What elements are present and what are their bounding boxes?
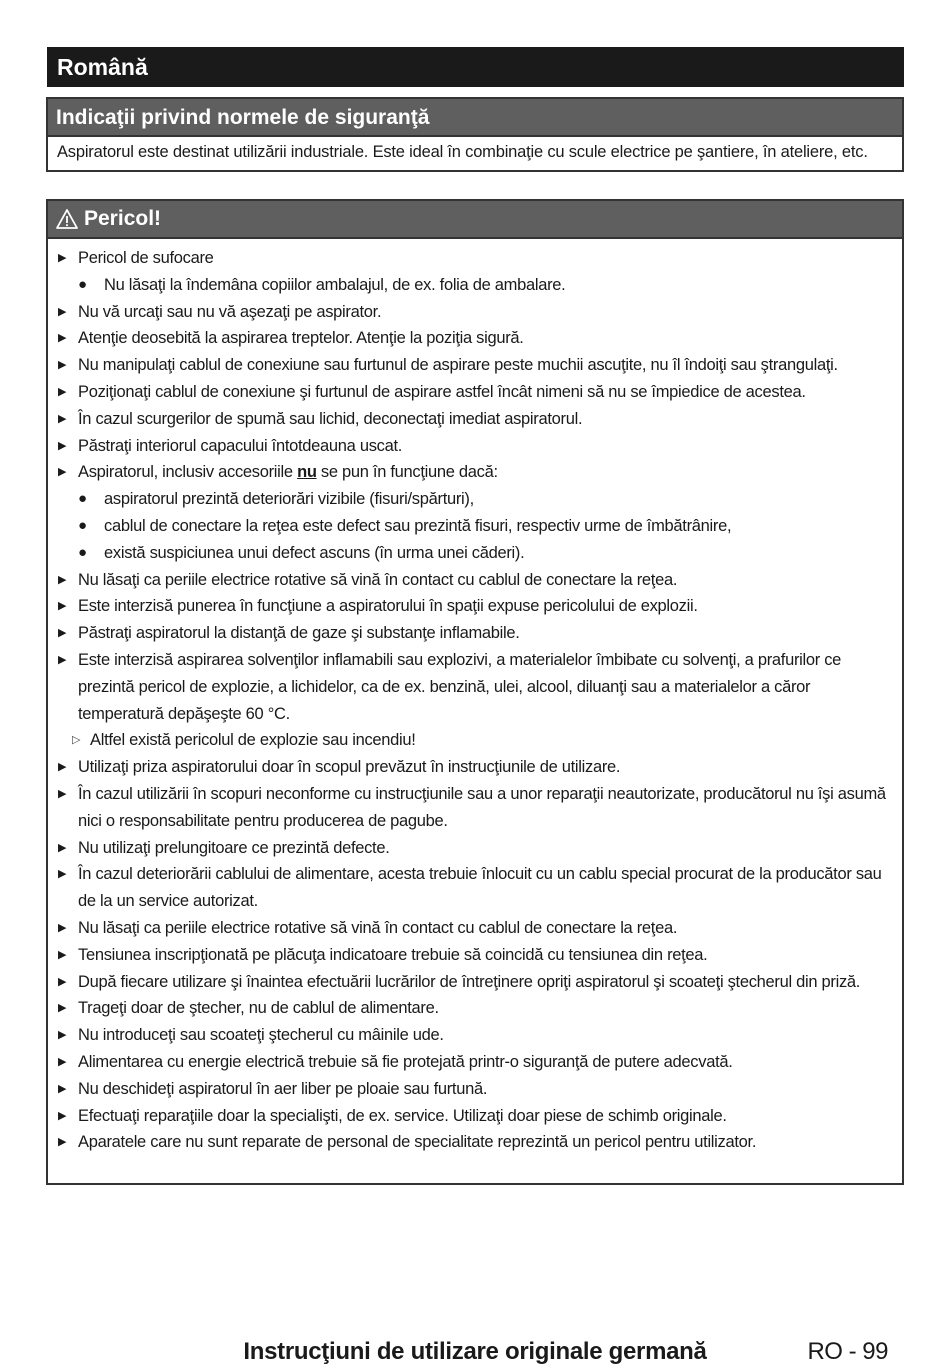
item-text: Tensiunea inscripţionată pe plăcuţa indicatoare trebuie să coincidă cu tensiunea din reţea. (78, 945, 708, 964)
list-item (48, 647, 902, 727)
list-item (48, 942, 902, 969)
safety-notes-title: Indicaţii privind normele de siguranţă (48, 99, 902, 137)
item-text: În cazul utilizării în scopuri neconforme cu instrucţiunile sau a unor reparaţii neautorizate, producătorul nu îşi asumă nici o responsabilitate pentru producerea de pagube. (78, 784, 886, 830)
arrow-bullet-icon: ▶ (58, 627, 67, 640)
arrow-bullet-icon: ▶ (58, 921, 67, 934)
item-text-start: Aspiratorul, inclusiv accesoriile (78, 463, 298, 482)
danger-list (48, 239, 902, 1156)
list-item (48, 433, 902, 460)
item-text: Poziţionaţi cablul de conexiune şi furtunul de aspirare astfel încât nimeni să nu se împiedice de acestea. (78, 382, 806, 401)
item-text: Pericol de sufocare (78, 249, 214, 267)
item-text: Nu introduceţi sau scoateţi ştecherul cu mâinile ude. (78, 1026, 444, 1045)
arrow-bullet-icon: ▶ (58, 1082, 67, 1095)
list-item (48, 379, 902, 406)
arrow-bullet-icon: ▶ (58, 252, 67, 264)
list-item (48, 1076, 902, 1103)
danger-header (48, 201, 902, 239)
sub-list-item (48, 486, 902, 513)
bullet-dot-icon: ● (78, 490, 87, 508)
list-item (48, 1103, 902, 1130)
item-text: Este interzisă aspirarea solvenţilor inflamabili sau explozivi, a materialelor îmbibate cu solvenţi, a prafurilor ce prezintă pericol de explozie, a lichidelor, ca de ex. benzină, ulei, alcool, diluanţi sau a materialelor a căror temperatură depăşeşte 60 °C. (78, 650, 842, 723)
list-item (48, 754, 902, 781)
item-text: Nu manipulaţi cablul de conexiune sau furtunul de aspirare peste muchii ascuţite, nu îl îndoiţi sau ştrangulaţi. (78, 356, 838, 375)
item-text: Nu lăsaţi ca periile electrice rotative să vină în contact cu cablul de conectare la reţea. (78, 918, 678, 937)
arrow-bullet-icon: ▶ (58, 761, 67, 774)
item-text: există suspiciunea unui defect ascuns (în urma unei căderi). (104, 543, 525, 562)
sub-list-item (48, 540, 902, 567)
list-item (48, 245, 902, 272)
arrow-bullet-icon: ▶ (58, 412, 67, 425)
arrow-bullet-icon: ▶ (58, 359, 67, 372)
sub-list-item (48, 272, 902, 299)
page-number: RO - 99 (807, 1338, 888, 1365)
arrow-bullet-icon: ▶ (58, 948, 67, 961)
arrow-bullet-icon: ▶ (58, 841, 67, 854)
item-text: Nu utilizaţi prelungitoare ce prezintă defecte. (78, 838, 390, 857)
consequence-item (48, 727, 902, 754)
arrow-bullet-icon: ▶ (58, 1029, 67, 1042)
list-item (48, 406, 902, 433)
item-text: Nu lăsaţi la îndemâna copiilor ambalajul, de ex. folia de ambalare. (104, 275, 566, 294)
arrow-bullet-icon: ▶ (58, 385, 67, 398)
list-item (48, 1022, 902, 1049)
safety-notes-box (46, 97, 904, 172)
bullet-dot-icon: ● (78, 516, 87, 534)
hollow-arrow-icon: ▷ (72, 734, 81, 747)
bullet-dot-icon: ● (78, 543, 87, 561)
item-text: După fiecare utilizare şi înaintea efectuării lucrărilor de întreţinere opriţi aspiratorul şi scoateţi ştecherul din priză. (78, 972, 861, 991)
danger-title: Pericol! (84, 207, 162, 230)
arrow-bullet-icon: ▶ (58, 1055, 67, 1068)
arrow-bullet-icon: ▶ (58, 1109, 67, 1122)
list-item (48, 1129, 902, 1156)
item-text-end: se pun în funcţiune dacă: (316, 463, 498, 482)
sub-list-item (48, 513, 902, 540)
arrow-bullet-icon: ▶ (58, 305, 67, 318)
arrow-bullet-icon: ▶ (58, 868, 67, 881)
warning-triangle-icon (56, 208, 78, 230)
item-text: Trageţi doar de ştecher, nu de cablul de alimentare. (78, 999, 439, 1018)
item-text: În cazul deteriorării cablului de alimentare, acesta trebuie înlocuit cu un cablu special procurat de la producător sau de la un service autorizat. (78, 865, 882, 911)
item-text: Nu lăsaţi ca periile electrice rotative să vină în contact cu cablul de conectare la reţea. (78, 570, 678, 589)
list-item (48, 620, 902, 647)
arrow-bullet-icon: ▶ (58, 466, 67, 479)
item-text: Aparatele care nu sunt reparate de personal de specialitate reprezintă un pericol pentru utilizator. (78, 1133, 757, 1152)
item-text (78, 459, 902, 486)
item-text: Nu vă urcaţi sau nu vă aşezaţi pe aspirator. (78, 302, 382, 321)
item-text: Păstraţi aspiratorul la distanţă de gaze şi substanţe inflamabile. (78, 624, 520, 643)
arrow-bullet-icon: ▶ (58, 332, 67, 345)
item-text: cablul de conectare la reţea este defect sau prezintă fisuri, respectiv urme de îmbătrânire, (104, 516, 732, 535)
list-item (48, 325, 902, 352)
list-item (48, 567, 902, 594)
arrow-bullet-icon: ▶ (58, 439, 67, 452)
arrow-bullet-icon: ▶ (58, 573, 67, 586)
danger-box (46, 199, 904, 1185)
intended-use-text: Aspiratorul este destinat utilizării industriale. Este ideal în combinaţie cu scule electrice pe şantiere, în ateliere, etc. (57, 143, 868, 161)
item-text: Nu deschideţi aspiratorul în aer liber pe ploaie sau furtună. (78, 1079, 488, 1098)
item-text: aspiratorul prezintă deteriorări vizibile (fisuri/spărturi), (104, 490, 474, 509)
arrow-bullet-icon: ▶ (58, 600, 67, 613)
list-item (48, 593, 902, 620)
list-item (48, 995, 902, 1022)
item-text: Păstraţi interiorul capacului întotdeauna uscat. (78, 436, 403, 455)
list-item (48, 299, 902, 326)
emphasis-word: nu (297, 463, 317, 482)
arrow-bullet-icon: ▶ (58, 653, 67, 666)
item-text: Efectuaţi reparaţiile doar la specialişti, de ex. service. Utilizaţi doar piese de schimb originale. (78, 1106, 727, 1125)
list-item (48, 835, 902, 862)
arrow-bullet-icon: ▶ (58, 787, 67, 800)
list-item (48, 915, 902, 942)
bullet-dot-icon: ● (78, 275, 87, 293)
item-text: Utilizaţi priza aspiratorului doar în scopul prevăzut în instrucţiunile de utilizare. (78, 758, 621, 777)
arrow-bullet-icon: ▶ (58, 975, 67, 988)
item-text: Altfel există pericolul de explozie sau incendiu! (90, 731, 416, 750)
footer-title: Instrucţiuni de utilizare originale germană (243, 1338, 707, 1365)
list-item (48, 352, 902, 379)
list-item (48, 861, 902, 915)
arrow-bullet-icon: ▶ (58, 1002, 67, 1015)
language-header: Română (47, 47, 904, 87)
item-text: Este interzisă punerea în funcţiune a aspiratorului în spaţii expuse pericolului de explozii. (78, 597, 698, 616)
item-text: În cazul scurgerilor de spumă sau lichid, deconectaţi imediat aspiratorul. (78, 409, 583, 428)
item-text: Atenţie deosebită la aspirarea treptelor. Atenţie la poziţia sigură. (78, 329, 524, 348)
list-item (48, 459, 902, 486)
list-item (48, 969, 902, 996)
item-text: Alimentarea cu energie electrică trebuie să fie protejată printr-o siguranţă de putere adecvată. (78, 1052, 733, 1071)
list-item (48, 781, 902, 835)
arrow-bullet-icon: ▶ (58, 1136, 67, 1149)
list-item (48, 1049, 902, 1076)
